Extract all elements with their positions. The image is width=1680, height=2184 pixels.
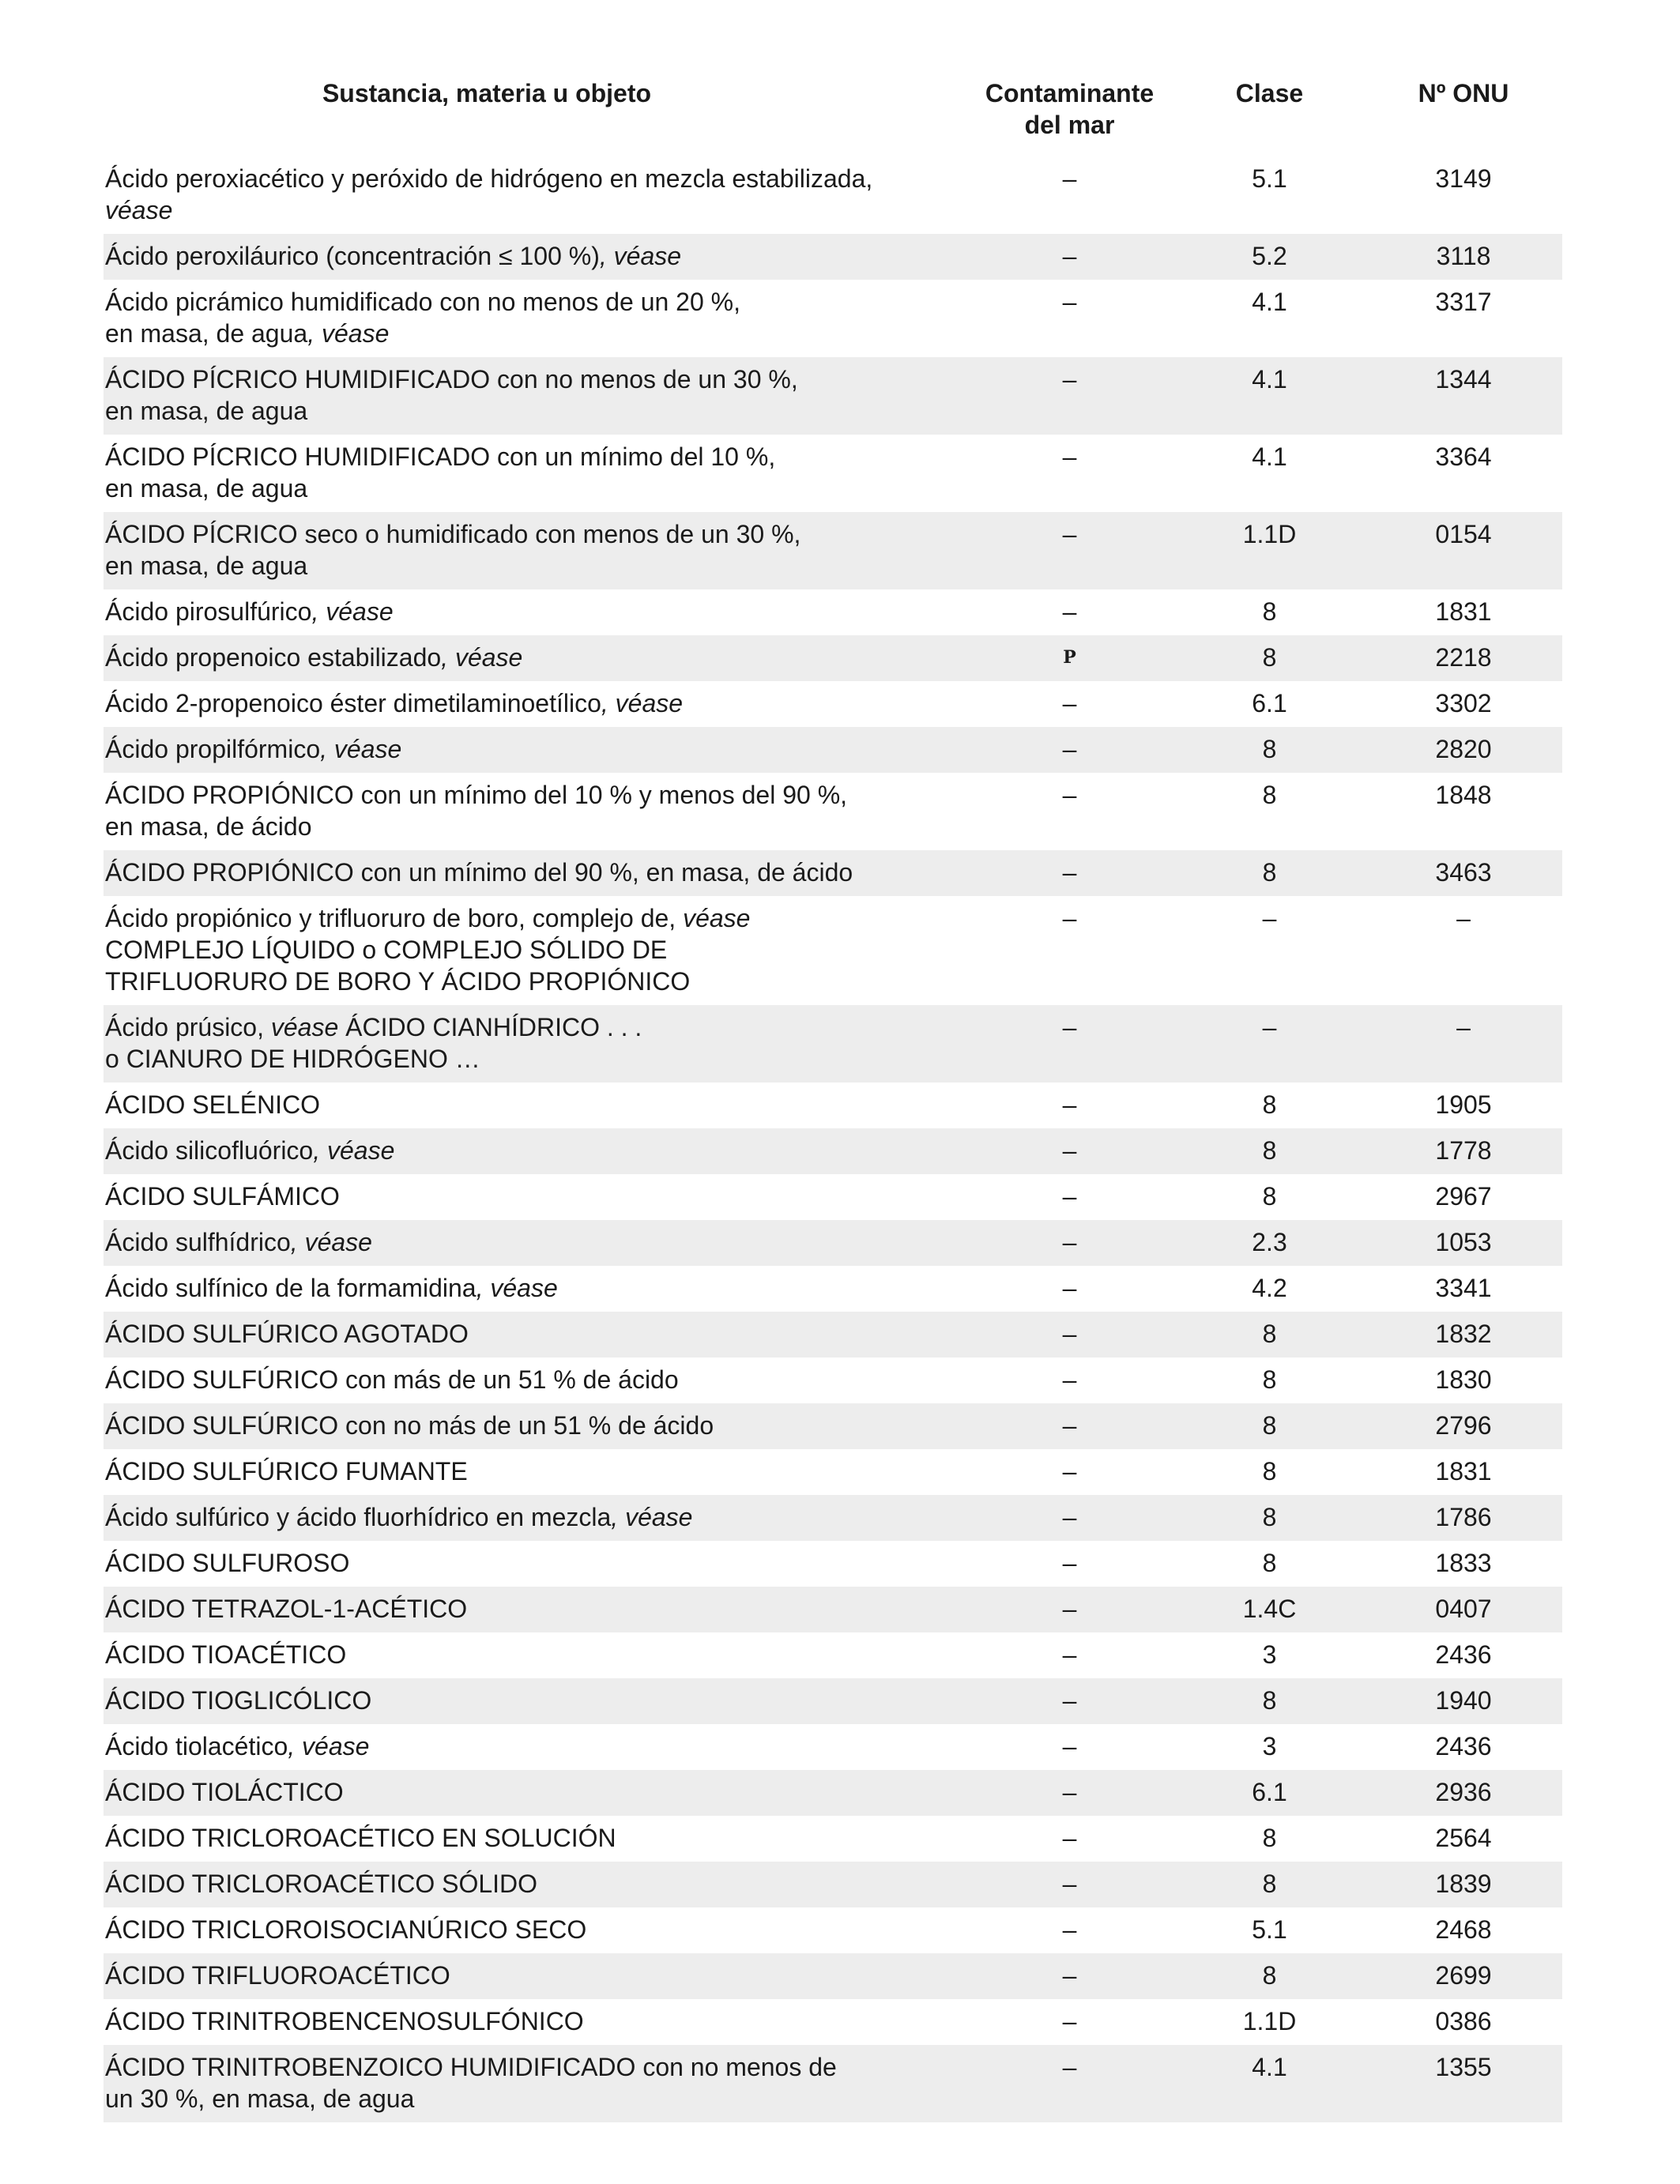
- substance-line: [105, 1089, 965, 1120]
- class-cell: 4.1: [1252, 442, 1287, 471]
- see-reference: , véase: [476, 1274, 558, 1302]
- un-number-cell: –: [1456, 1013, 1471, 1041]
- marine-pollutant-cell: –: [1062, 858, 1077, 887]
- substance-cell: [104, 1685, 965, 1724]
- substance-text: Ácido sulfúrico y ácido fluorhídrico en mezcla: [105, 1503, 612, 1531]
- un-number-cell: 1905: [1435, 1090, 1492, 1119]
- substance-line: [105, 1318, 965, 1350]
- marine-pollutant-cell: –: [1062, 365, 1077, 393]
- un-number-cell: 0407: [1435, 1595, 1492, 1623]
- un-number-cell: 1831: [1435, 597, 1492, 626]
- class-cell: 8: [1262, 1824, 1277, 1852]
- substance-text: Ácido propenoico estabilizado: [105, 643, 442, 672]
- substance-cell: [104, 1011, 965, 1083]
- substance-text: Ácido silicofluórico: [105, 1136, 314, 1165]
- marine-pollutant-cell: –: [1062, 1320, 1077, 1348]
- substance-line: [105, 902, 965, 934]
- substance-line: [105, 1914, 965, 1945]
- table-row: [104, 1999, 1562, 2045]
- substance-line: [105, 596, 965, 627]
- marine-pollutant-cell: –: [1062, 735, 1077, 763]
- table-row: [104, 773, 1562, 850]
- marine-pollutant-cell: –: [1062, 1503, 1077, 1531]
- class-cell: 8: [1262, 1365, 1277, 1394]
- marine-pollutant-cell: P: [1063, 647, 1076, 668]
- un-number-cell: 0386: [1435, 2007, 1492, 2035]
- substance-text: Ácido propilfórmico: [105, 735, 321, 763]
- table-row: [104, 435, 1562, 512]
- un-number-cell: 3302: [1435, 689, 1492, 717]
- un-number-cell: 2820: [1435, 735, 1492, 763]
- class-cell: 8: [1262, 1503, 1277, 1531]
- substance-line: [105, 733, 965, 765]
- table-row: [104, 1816, 1562, 1862]
- un-number-cell: 1940: [1435, 1686, 1492, 1715]
- substance-text: ÁCIDO SULFUROSO: [105, 1549, 350, 1577]
- table-row: [104, 2045, 1562, 2122]
- table-row: [104, 1449, 1562, 1495]
- substance-text: Ácido prúsico,: [105, 1013, 271, 1041]
- substance-cell: [104, 1318, 965, 1357]
- marine-pollutant-cell: –: [1062, 1136, 1077, 1165]
- class-cell: 8: [1262, 735, 1277, 763]
- substance-cell: [104, 1135, 965, 1174]
- class-cell: 5.2: [1252, 242, 1287, 270]
- marine-pollutant-cell: –: [1062, 1365, 1077, 1394]
- substance-line: [105, 1685, 965, 1716]
- substance-text: ÁCIDO CIANHÍDRICO . . .: [338, 1013, 642, 1041]
- see-reference: véase: [105, 196, 173, 224]
- substance-cell: [104, 1410, 965, 1449]
- substance-line: [105, 441, 965, 473]
- un-number-cell: 1778: [1435, 1136, 1492, 1165]
- marine-pollutant-cell: –: [1062, 1732, 1077, 1760]
- substance-text: en masa, de ácido: [105, 812, 312, 841]
- class-cell: –: [1262, 1013, 1277, 1041]
- substance-line: [105, 1410, 965, 1441]
- table-row: [104, 1083, 1562, 1128]
- substance-cell: [104, 1593, 965, 1632]
- substance-text: ÁCIDO TRICLOROACÉTICO SÓLIDO: [105, 1870, 538, 1898]
- see-reference: , véase: [313, 1136, 395, 1165]
- marine-pollutant-cell: –: [1062, 1961, 1077, 1990]
- substance-text: Ácido 2-propenoico éster dimetilaminoetílico: [105, 689, 601, 717]
- substance-cell: [104, 1180, 965, 1220]
- substance-text: COMPLEJO LÍQUIDO o COMPLEJO SÓLIDO DE: [105, 936, 668, 964]
- substance-cell: [104, 1455, 965, 1495]
- substance-cell: [104, 857, 965, 896]
- table-row: [104, 1770, 1562, 1816]
- substance-cell: [104, 1226, 965, 1266]
- substance-line: [105, 240, 965, 272]
- marine-pollutant-cell: –: [1062, 597, 1077, 626]
- substance-line: [105, 1364, 965, 1395]
- substance-line: [105, 1455, 965, 1487]
- substance-line: [105, 1868, 965, 1900]
- substance-text: ÁCIDO PROPIÓNICO con un mínimo del 10 % y menos del 90 %,: [105, 781, 848, 809]
- substance-line: [105, 2005, 965, 2037]
- substance-text: ÁCIDO TRICLOROISOCIANÚRICO SECO: [105, 1915, 587, 1944]
- marine-pollutant-cell: –: [1062, 164, 1077, 193]
- substance-line: [105, 395, 965, 427]
- marine-pollutant-cell: –: [1062, 1686, 1077, 1715]
- un-number-cell: 1053: [1435, 1228, 1492, 1256]
- un-number-cell: 2436: [1435, 1732, 1492, 1760]
- class-cell: 3: [1262, 1640, 1277, 1669]
- substance-text: Ácido tiolacético: [105, 1732, 288, 1760]
- substance-line: [105, 2083, 965, 2114]
- substance-cell: [104, 518, 965, 589]
- table-row: [104, 681, 1562, 727]
- substance-text: ÁCIDO TRIFLUOROACÉTICO: [105, 1961, 450, 1990]
- see-reference: véase: [270, 1013, 339, 1041]
- substance-cell: [104, 902, 965, 1005]
- table-row: [104, 850, 1562, 896]
- table-row: [104, 727, 1562, 773]
- substance-line: [105, 286, 965, 318]
- marine-pollutant-cell: –: [1062, 1013, 1077, 1041]
- substance-line: [105, 1011, 965, 1043]
- un-number-cell: 3364: [1435, 442, 1492, 471]
- see-reference: , véase: [288, 1732, 370, 1760]
- substance-cell: [104, 733, 965, 773]
- class-cell: 8: [1262, 1090, 1277, 1119]
- substance-line: [105, 934, 965, 966]
- un-number-cell: 3118: [1436, 242, 1491, 270]
- table-row: [104, 234, 1562, 280]
- substance-cell: [104, 1272, 965, 1312]
- table-row: [104, 1724, 1562, 1770]
- substance-text: ÁCIDO SULFÚRICO AGOTADO: [105, 1320, 469, 1348]
- substance-cell: [104, 1730, 965, 1770]
- table-row: [104, 512, 1562, 589]
- table-row: [104, 1953, 1562, 1999]
- substance-line: [105, 1593, 965, 1625]
- class-cell: 8: [1262, 781, 1277, 809]
- substance-line: [105, 779, 965, 811]
- substance-cell: [104, 1822, 965, 1862]
- header-marine-pollutant-line2: del mar: [1024, 111, 1115, 139]
- class-cell: 5.1: [1252, 164, 1287, 193]
- substance-line: [105, 473, 965, 504]
- substance-text: ÁCIDO TETRAZOL-1-ACÉTICO: [105, 1595, 468, 1623]
- table-row: [104, 1005, 1562, 1083]
- substance-text: en masa, de agua: [105, 319, 308, 348]
- un-number-cell: 2468: [1435, 1915, 1492, 1944]
- see-reference: , véase: [307, 319, 390, 348]
- un-number-cell: 1344: [1435, 365, 1492, 393]
- substance-text: ÁCIDO PROPIÓNICO con un mínimo del 90 %, en masa, de ácido: [105, 858, 853, 887]
- substance-text: ÁCIDO PÍCRICO HUMIDIFICADO con un mínimo del 10 %,: [105, 442, 776, 471]
- substance-text: ÁCIDO TIOACÉTICO: [105, 1640, 347, 1669]
- marine-pollutant-cell: –: [1062, 520, 1077, 548]
- see-reference: véase: [683, 904, 751, 932]
- un-number-cell: 1833: [1435, 1549, 1492, 1577]
- hazmat-table: [104, 77, 1562, 2122]
- substance-line: [105, 163, 965, 194]
- substance-line: [105, 1960, 965, 1991]
- table-row: [104, 1357, 1562, 1403]
- substance-cell: [104, 1914, 965, 1953]
- substance-text: en masa, de agua: [105, 552, 308, 580]
- class-cell: 8: [1262, 1870, 1277, 1898]
- class-cell: 8: [1262, 1549, 1277, 1577]
- substance-text: ÁCIDO SULFÚRICO con más de un 51 % de ácido: [105, 1365, 679, 1394]
- substance-text: Ácido sulfhídrico: [105, 1228, 291, 1256]
- marine-pollutant-cell: –: [1062, 1870, 1077, 1898]
- substance-text: ÁCIDO SULFÚRICO FUMANTE: [105, 1457, 468, 1485]
- table-row: [104, 357, 1562, 435]
- marine-pollutant-cell: –: [1062, 242, 1077, 270]
- un-number-cell: 2436: [1435, 1640, 1492, 1669]
- substance-line: [105, 966, 965, 997]
- substance-text: Ácido peroxiacético y peróxido de hidrógeno en mezcla estabilizada,: [105, 164, 873, 193]
- class-cell: 8: [1262, 1457, 1277, 1485]
- substance-text: ÁCIDO TRINITROBENZOICO HUMIDIFICADO con no menos de: [105, 2053, 837, 2081]
- class-cell: 8: [1262, 858, 1277, 887]
- table-row: [104, 1403, 1562, 1449]
- substance-cell: [104, 1639, 965, 1678]
- class-cell: 3: [1262, 1732, 1277, 1760]
- see-reference: , véase: [441, 643, 523, 672]
- substance-line: [105, 1043, 965, 1075]
- table-row: [104, 1266, 1562, 1312]
- marine-pollutant-cell: –: [1062, 2007, 1077, 2035]
- substance-line: [105, 518, 965, 550]
- substance-text: ÁCIDO SULFÚRICO con no más de un 51 % de ácido: [105, 1411, 714, 1440]
- marine-pollutant-cell: –: [1062, 1411, 1077, 1440]
- header-class: Clase: [1235, 79, 1304, 107]
- substance-line: [105, 857, 965, 888]
- substance-text: un 30 %, en masa, de agua: [105, 2084, 415, 2113]
- class-cell: 8: [1262, 1686, 1277, 1715]
- un-number-cell: 1832: [1435, 1320, 1492, 1348]
- class-cell: 8: [1262, 1136, 1277, 1165]
- table-row: [104, 1220, 1562, 1266]
- table-row: [104, 1678, 1562, 1724]
- marine-pollutant-cell: –: [1062, 1640, 1077, 1669]
- un-number-cell: 1848: [1435, 781, 1492, 809]
- substance-text: ÁCIDO SULFÁMICO: [105, 1182, 340, 1211]
- class-cell: 8: [1262, 1411, 1277, 1440]
- un-number-cell: 2967: [1435, 1182, 1492, 1211]
- class-cell: 6.1: [1252, 1778, 1287, 1806]
- substance-text: en masa, de agua: [105, 474, 308, 503]
- substance-cell: [104, 163, 965, 234]
- substance-line: [105, 687, 965, 719]
- un-number-cell: 3341: [1435, 1274, 1492, 1302]
- substance-text: ÁCIDO TRICLOROACÉTICO EN SOLUCIÓN: [105, 1824, 616, 1852]
- table-row: [104, 896, 1562, 1005]
- marine-pollutant-cell: –: [1062, 781, 1077, 809]
- substance-cell: [104, 286, 965, 357]
- un-number-cell: 3149: [1435, 164, 1492, 193]
- table-row: [104, 1907, 1562, 1953]
- un-number-cell: 1786: [1435, 1503, 1492, 1531]
- substance-line: [105, 2051, 965, 2083]
- substance-cell: [104, 2051, 965, 2122]
- un-number-cell: 1355: [1435, 2053, 1492, 2081]
- see-reference: , véase: [599, 242, 682, 270]
- marine-pollutant-cell: –: [1062, 1595, 1077, 1623]
- marine-pollutant-cell: –: [1062, 2053, 1077, 2081]
- marine-pollutant-cell: –: [1062, 1549, 1077, 1577]
- substance-line: [105, 1135, 965, 1166]
- substance-text: TRIFLUORURO DE BORO Y ÁCIDO PROPIÓNICO: [105, 967, 691, 996]
- substance-cell: [104, 1547, 965, 1587]
- un-number-cell: 2564: [1435, 1824, 1492, 1852]
- substance-cell: [104, 441, 965, 512]
- table-row: [104, 156, 1562, 234]
- substance-line: [105, 1822, 965, 1854]
- header-un-number: Nº ONU: [1418, 79, 1509, 107]
- class-cell: 5.1: [1252, 1915, 1287, 1944]
- substance-text: ÁCIDO SELÉNICO: [105, 1090, 321, 1119]
- substance-line: [105, 1501, 965, 1533]
- substance-cell: [104, 1364, 965, 1403]
- substance-text: en masa, de agua: [105, 397, 308, 425]
- see-reference: , véase: [601, 689, 684, 717]
- class-cell: 8: [1262, 643, 1277, 672]
- table-row: [104, 635, 1562, 681]
- marine-pollutant-cell: –: [1062, 1778, 1077, 1806]
- substance-line: [105, 642, 965, 673]
- class-cell: 1.4C: [1242, 1595, 1297, 1623]
- un-number-cell: 0154: [1435, 520, 1492, 548]
- un-number-cell: 2796: [1435, 1411, 1492, 1440]
- see-reference: , véase: [311, 597, 394, 626]
- class-cell: 8: [1262, 1320, 1277, 1348]
- marine-pollutant-cell: –: [1062, 1457, 1077, 1485]
- un-number-cell: 2936: [1435, 1778, 1492, 1806]
- substance-line: [105, 1547, 965, 1579]
- marine-pollutant-cell: –: [1062, 1228, 1077, 1256]
- un-number-cell: –: [1456, 904, 1471, 932]
- class-cell: 4.1: [1252, 2053, 1287, 2081]
- substance-text: Ácido sulfínico de la formamidina: [105, 1274, 477, 1302]
- header-marine-pollutant: [965, 77, 1174, 156]
- un-number-cell: 1831: [1435, 1457, 1492, 1485]
- substance-text: Ácido picrámico humidificado con no menos de un 20 %,: [105, 288, 740, 316]
- substance-cell: [104, 1776, 965, 1816]
- class-cell: 2.3: [1252, 1228, 1287, 1256]
- table-row: [104, 1862, 1562, 1907]
- class-cell: 4.1: [1252, 365, 1287, 393]
- substance-line: [105, 1776, 965, 1808]
- un-number-cell: 2699: [1435, 1961, 1492, 1990]
- substance-text: ÁCIDO TRINITROBENCENOSULFÓNICO: [105, 2007, 584, 2035]
- header-marine-pollutant-line1: Contaminante: [985, 79, 1155, 107]
- table-row: [104, 1174, 1562, 1220]
- table-row: [104, 280, 1562, 357]
- substance-line: [105, 194, 965, 226]
- substance-cell: [104, 687, 965, 727]
- substance-line: [105, 363, 965, 395]
- marine-pollutant-cell: –: [1062, 1182, 1077, 1211]
- substance-line: [105, 1180, 965, 1212]
- substance-line: [105, 318, 965, 349]
- un-number-cell: 3463: [1435, 858, 1492, 887]
- marine-pollutant-cell: –: [1062, 1824, 1077, 1852]
- marine-pollutant-cell: –: [1062, 1274, 1077, 1302]
- class-cell: –: [1262, 904, 1277, 932]
- see-reference: , véase: [320, 735, 402, 763]
- substance-text: ÁCIDO PÍCRICO seco o humidificado con menos de un 30 %,: [105, 520, 801, 548]
- table-row: [104, 1312, 1562, 1357]
- see-reference: , véase: [290, 1228, 372, 1256]
- substance-line: [105, 1272, 965, 1304]
- substance-cell: [104, 1960, 965, 1999]
- substance-text: ÁCIDO PÍCRICO HUMIDIFICADO con no menos de un 30 %,: [105, 365, 798, 393]
- substance-cell: [104, 1089, 965, 1128]
- class-cell: 8: [1262, 1961, 1277, 1990]
- class-cell: 8: [1262, 1182, 1277, 1211]
- substance-cell: [104, 2005, 965, 2045]
- class-cell: 6.1: [1252, 689, 1287, 717]
- table-header: [104, 77, 1562, 156]
- table-row: [104, 1587, 1562, 1632]
- marine-pollutant-cell: –: [1062, 904, 1077, 932]
- substance-text: ÁCIDO TIOLÁCTICO: [105, 1778, 344, 1806]
- substance-line: [105, 1226, 965, 1258]
- table-body: [104, 156, 1562, 2122]
- substance-cell: [104, 240, 965, 280]
- substance-cell: [104, 1501, 965, 1541]
- un-number-cell: 3317: [1435, 288, 1492, 316]
- class-cell: 4.2: [1252, 1274, 1287, 1302]
- substance-cell: [104, 596, 965, 635]
- table-row: [104, 1541, 1562, 1587]
- marine-pollutant-cell: –: [1062, 288, 1077, 316]
- marine-pollutant-cell: –: [1062, 689, 1077, 717]
- class-cell: 4.1: [1252, 288, 1287, 316]
- class-cell: 1.1D: [1242, 2007, 1297, 2035]
- substance-text: Ácido peroxiláurico (concentración ≤ 100 %): [105, 242, 600, 270]
- substance-line: [105, 1730, 965, 1762]
- substance-cell: [104, 1868, 965, 1907]
- substance-line: [105, 1639, 965, 1670]
- substance-text: Ácido pirosulfúrico: [105, 597, 312, 626]
- substance-text: Ácido propiónico y trifluoruro de boro, complejo de,: [105, 904, 684, 932]
- substance-text: o CIANURO DE HIDRÓGENO …: [105, 1045, 480, 1073]
- substance-cell: [104, 642, 965, 681]
- un-number-cell: 2218: [1435, 643, 1492, 672]
- header-substance: Sustancia, materia u objeto: [322, 79, 652, 107]
- table-row: [104, 1632, 1562, 1678]
- substance-line: [105, 550, 965, 582]
- un-number-cell: 1830: [1435, 1365, 1492, 1394]
- substance-text: ÁCIDO TIOGLICÓLICO: [105, 1686, 372, 1715]
- class-cell: 1.1D: [1242, 520, 1297, 548]
- see-reference: , véase: [611, 1503, 693, 1531]
- substance-line: [105, 811, 965, 842]
- un-number-cell: 1839: [1435, 1870, 1492, 1898]
- table-row: [104, 589, 1562, 635]
- table-row: [104, 1128, 1562, 1174]
- class-cell: 8: [1262, 597, 1277, 626]
- marine-pollutant-cell: –: [1062, 442, 1077, 471]
- substance-cell: [104, 363, 965, 435]
- substance-cell: [104, 779, 965, 850]
- table-row: [104, 1495, 1562, 1541]
- marine-pollutant-cell: –: [1062, 1915, 1077, 1944]
- marine-pollutant-cell: –: [1062, 1090, 1077, 1119]
